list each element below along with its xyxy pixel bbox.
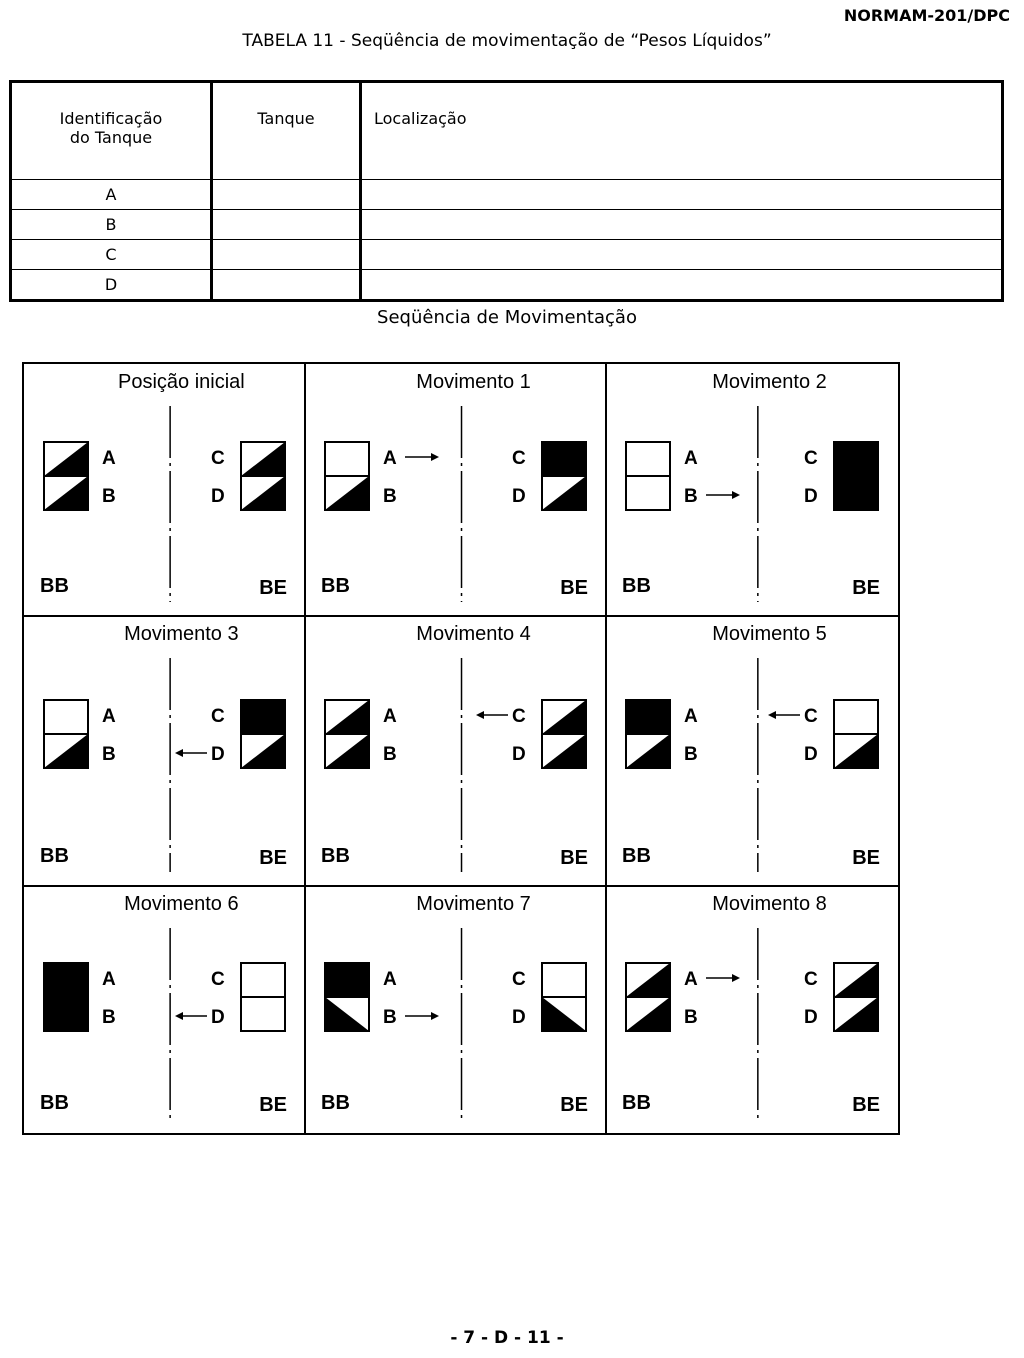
tank-b: [626, 734, 670, 768]
table-row: [11, 270, 1003, 301]
movement-sequence-grid: [22, 362, 900, 1135]
port-side-label: BB: [40, 575, 69, 597]
table-row: [11, 210, 1003, 240]
tank-label-d: D: [211, 744, 225, 765]
starboard-side-label: BE: [259, 847, 287, 869]
row-location-cell: [361, 240, 1003, 270]
movement-cell-title: Movimento 5: [712, 623, 827, 645]
row-tank-cell: [212, 240, 361, 270]
tank-label-c: C: [804, 448, 818, 469]
tank-label-a: A: [684, 448, 698, 469]
movement-cell-title: Posição inicial: [117, 371, 245, 393]
row-location-cell: [361, 180, 1003, 210]
tank-label-c: C: [512, 448, 526, 469]
tank-outline: [626, 442, 670, 476]
tank-label-b: B: [383, 486, 397, 507]
tank-label-c: C: [211, 448, 225, 469]
tank-outline: [542, 963, 586, 997]
tank-label-a: A: [684, 969, 698, 990]
movement-cell: [40, 371, 287, 602]
movement-cell: [622, 623, 880, 872]
movement-cell: [40, 893, 287, 1119]
tank-label-a: A: [102, 969, 116, 990]
tank-label-b: B: [383, 744, 397, 765]
tank-outline: [834, 700, 878, 734]
tank-c: [241, 442, 285, 476]
tank-a: [44, 700, 88, 734]
movement-cell: [622, 371, 880, 602]
tank-cd: [834, 442, 878, 510]
movement-cell: [321, 623, 588, 872]
tank-label-b: B: [102, 744, 116, 765]
tank-label-b: B: [684, 744, 698, 765]
tank-label-c: C: [804, 969, 818, 990]
port-side-label: BB: [622, 845, 651, 867]
tank-fill: [325, 963, 369, 997]
header-tank-identification-line1: Identificação: [59, 109, 163, 128]
tank-label-a: A: [102, 448, 116, 469]
movement-cell-title: Movimento 2: [712, 371, 827, 393]
tank-outline: [325, 442, 369, 476]
header-tank-identification-line2: do Tanque: [69, 128, 153, 147]
tank-b: [44, 476, 88, 510]
tank-fill: [626, 700, 670, 734]
tank-d: [241, 734, 285, 768]
tank-label-a: A: [383, 448, 397, 469]
transfer-arrow-head: [476, 711, 484, 719]
row-id-cell: A: [11, 180, 212, 210]
tank-outline: [44, 700, 88, 734]
tank-c: [241, 963, 285, 997]
starboard-side-label: BE: [560, 847, 588, 869]
tank-a: [44, 442, 88, 476]
tank-d: [241, 476, 285, 510]
tank-d: [241, 997, 285, 1031]
tank-a: [325, 442, 369, 476]
tank-d: [834, 997, 878, 1031]
row-id-cell: D: [11, 270, 212, 301]
movement-cell-title: Movimento 3: [124, 623, 239, 645]
sequence-title: Seqüência de Movimentação: [377, 307, 637, 328]
tank-label-a: A: [383, 969, 397, 990]
tank-label-d: D: [804, 1007, 818, 1028]
starboard-side-label: BE: [852, 847, 880, 869]
port-side-label: BB: [40, 1092, 69, 1114]
starboard-side-label: BE: [259, 1094, 287, 1116]
port-side-label: BB: [622, 575, 651, 597]
tank-fill: [241, 700, 285, 734]
starboard-side-label: BE: [560, 1094, 588, 1116]
tank-label-c: C: [512, 969, 526, 990]
tank-b: [44, 734, 88, 768]
transfer-arrow-head: [732, 974, 740, 982]
tank-label-d: D: [512, 744, 526, 765]
tank-ab: [44, 963, 88, 1031]
tank-identification-table: [9, 80, 1004, 302]
tank-label-c: C: [512, 706, 526, 727]
header-location: Localização: [361, 82, 1003, 180]
table-row: [11, 180, 1003, 210]
tank-d: [542, 734, 586, 768]
movement-cell-title: Movimento 8: [712, 893, 827, 915]
tank-label-d: D: [804, 744, 818, 765]
header-tank-identification: [11, 82, 212, 180]
tank-label-b: B: [684, 1007, 698, 1028]
row-location-cell: [361, 270, 1003, 301]
port-side-label: BB: [321, 1092, 350, 1114]
row-id-cell: C: [11, 240, 212, 270]
header-tank: Tanque: [212, 82, 361, 180]
row-tank-cell: [212, 180, 361, 210]
port-side-label: BB: [321, 845, 350, 867]
tank-b: [325, 734, 369, 768]
tank-label-d: D: [211, 486, 225, 507]
starboard-side-label: BE: [560, 577, 588, 599]
tank-b: [626, 997, 670, 1031]
port-side-label: BB: [321, 575, 350, 597]
table-title: TABELA 11 - Seqüência de movimentação de “Pesos Líquidos”: [242, 31, 772, 51]
movement-cell: [321, 371, 588, 602]
row-tank-cell: [212, 210, 361, 240]
movement-cell: [321, 893, 588, 1119]
tank-fill: [834, 442, 878, 510]
tank-label-c: C: [211, 969, 225, 990]
tank-label-d: D: [512, 486, 526, 507]
transfer-arrow-head: [732, 491, 740, 499]
tank-b: [325, 997, 369, 1031]
document-code: NORMAM-201/DPC: [843, 6, 1010, 25]
tank-a: [325, 963, 369, 997]
tank-label-b: B: [383, 1007, 397, 1028]
movement-cell-title: Movimento 1: [416, 371, 531, 393]
tank-b: [325, 476, 369, 510]
tank-label-d: D: [804, 486, 818, 507]
row-tank-cell: [212, 270, 361, 301]
port-side-label: BB: [622, 1092, 651, 1114]
tank-label-a: A: [102, 706, 116, 727]
table-header-row: [11, 82, 1003, 180]
tank-a: [626, 700, 670, 734]
movement-sequence-diagram: [24, 364, 898, 1133]
row-id-cell: B: [11, 210, 212, 240]
transfer-arrow-head: [768, 711, 776, 719]
starboard-side-label: BE: [852, 577, 880, 599]
tank-c: [241, 700, 285, 734]
tank-fill: [44, 963, 88, 1031]
tank-d: [834, 734, 878, 768]
tank-outline: [241, 963, 285, 997]
table-row: [11, 240, 1003, 270]
tank-label-a: A: [684, 706, 698, 727]
tank-label-c: C: [804, 706, 818, 727]
row-location-cell: [361, 210, 1003, 240]
tank-b: [626, 476, 670, 510]
movement-cell: [622, 893, 880, 1119]
tank-label-d: D: [512, 1007, 526, 1028]
tank-label-a: A: [383, 706, 397, 727]
movement-cell-title: Movimento 6: [124, 893, 239, 915]
port-side-label: BB: [40, 845, 69, 867]
movement-cell-title: Movimento 7: [416, 893, 531, 915]
tank-fill: [542, 442, 586, 476]
tank-a: [626, 442, 670, 476]
tank-a: [325, 700, 369, 734]
tank-label-b: B: [102, 1007, 116, 1028]
page-number: - 7 - D - 11 -: [450, 1328, 564, 1348]
tank-d: [542, 997, 586, 1031]
tank-d: [542, 476, 586, 510]
tank-label-b: B: [684, 486, 698, 507]
transfer-arrow-head: [175, 749, 183, 757]
transfer-arrow-head: [431, 453, 439, 461]
tank-outline: [241, 997, 285, 1031]
transfer-arrow-head: [175, 1012, 183, 1020]
tank-c: [542, 442, 586, 476]
movement-cell-title: Movimento 4: [416, 623, 531, 645]
tank-c: [542, 963, 586, 997]
tank-label-b: B: [102, 486, 116, 507]
tank-c: [542, 700, 586, 734]
tank-c: [834, 700, 878, 734]
starboard-side-label: BE: [259, 577, 287, 599]
starboard-side-label: BE: [852, 1094, 880, 1116]
movement-cell: [40, 623, 287, 872]
tank-outline: [626, 476, 670, 510]
tank-c: [834, 963, 878, 997]
transfer-arrow-head: [431, 1012, 439, 1020]
tank-a: [626, 963, 670, 997]
tank-label-c: C: [211, 706, 225, 727]
tank-label-d: D: [211, 1007, 225, 1028]
